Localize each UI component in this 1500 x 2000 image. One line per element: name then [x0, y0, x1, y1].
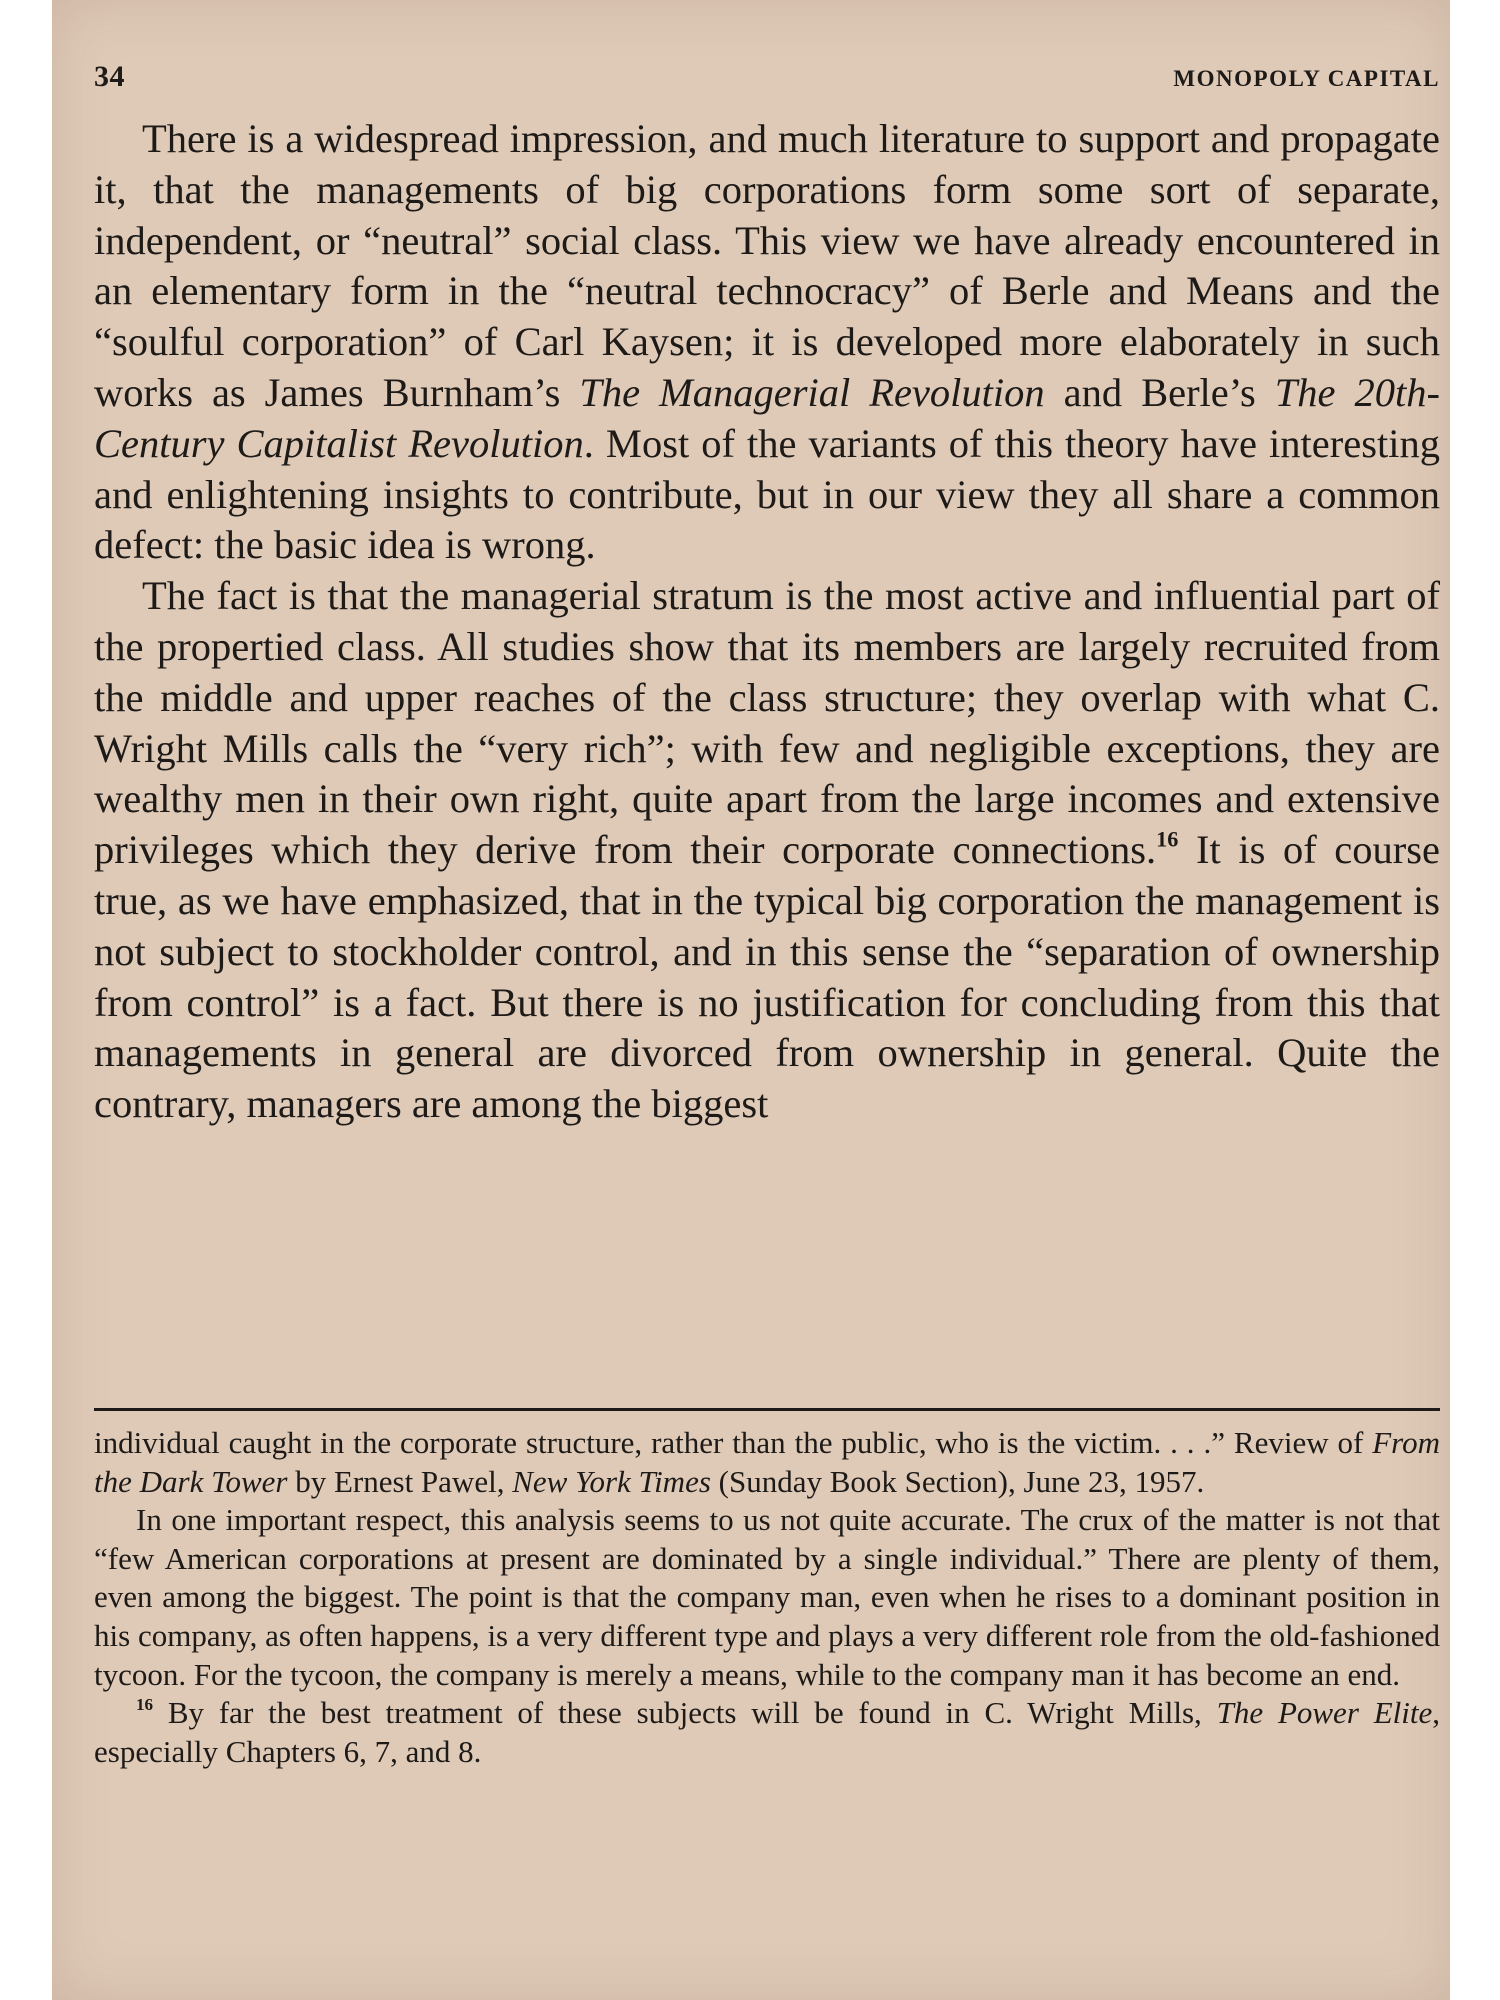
paragraph-1-text-c: . Most of the variants of this theory have interesting and enlightening insights to contribute, but in our view they all share a common defect: the basic idea is wrong. — [94, 420, 1440, 568]
page-header — [94, 60, 1440, 100]
book-title-dark-tower: From the Dark Tower — [94, 1425, 1440, 1499]
footnote-reference-16[interactable]: 16 — [1156, 826, 1179, 852]
paragraph-2-text-a: The fact is that the managerial stratum is the most active and influential part of the propertied class. All studies show that its members are largely recruited from the middle and upper reaches of the class structure; they overlap with what C. Wright Mills calls the “very rich”; with few and negligible exceptions, they are wealthy men in their own right, quite apart from the large incomes and extensive privileges which they derive from their corporate connections. — [94, 573, 1440, 873]
footnotes — [94, 1424, 1440, 1771]
paragraph-1 — [94, 114, 1440, 571]
running-head: MONOPOLY CAPITAL — [1173, 66, 1440, 91]
footnote-continuation — [94, 1424, 1440, 1501]
paragraph-1-text-b: and Berle’s — [1044, 369, 1275, 415]
footnote-paragraph: In one important respect, this analysis seems to us not quite accurate. The crux of the matter is not that “few American corporations at present are dominated by a single individual.” There are plenty of them, even among the biggest. The point is that the company man, even when he rises to a dominant position in his company, as often happens, is a very different type and plays a very different role from the old-fashioned tycoon. For the tycoon, the company is merely a means, while to the company man it has become an end. — [94, 1502, 1440, 1692]
footnote-16 — [94, 1694, 1440, 1771]
newspaper-title: New York Times — [512, 1463, 711, 1499]
paragraph-2-text-b: It is of course true, as we have emphasized, that in the typical big corporation the management is not subject to stockholder control, and in this sense the “separation of ownership from control” is a fact. But there is no justification for concluding from this that managements in general are divorced from ownership in general. Quite the contrary, managers are among the biggest — [94, 827, 1440, 1127]
footnote-16-text-a: By far the best treatment of these subjects will be found in C. Wright Mills, — [153, 1695, 1217, 1731]
book-page — [52, 0, 1450, 2000]
footnote-continuation-text-c: (Sunday Book Section), June 23, 1957. — [710, 1463, 1205, 1499]
book-title-capitalist-revolution: The 20th-Century Capitalist Revolution — [94, 369, 1440, 466]
paragraph-1-text-a: There is a widespread impression, and much literature to support and propagate it, that the managements of big corporations form some sort of separate, independent, or “neutral” social class. This view we have already encountered in an elementary form in the “neutral technocracy” of Berle and Means and the “soulful corporation” of Carl Kaysen; it is developed more elaborately in such works as James Burnham’s — [94, 116, 1440, 415]
book-title-managerial-revolution: The Managerial Revolution — [579, 369, 1045, 415]
footnote-continuation-text-b: by Ernest Pawel, — [287, 1463, 513, 1499]
footnote-continuation-text-a: individual caught in the corporate structure, rather than the public, who is the victim. . . .” Review of — [94, 1425, 1373, 1460]
body-text — [94, 114, 1440, 1130]
page-number: 34 — [94, 60, 125, 93]
footnote-divider — [94, 1408, 1440, 1411]
paragraph-2 — [94, 571, 1440, 1130]
book-title-power-elite: The Power Elite — [1216, 1695, 1433, 1731]
footnote-16-marker: 16 — [136, 1695, 154, 1715]
footnote-16-text-b: , especially Chapters 6, 7, and 8. — [94, 1695, 1440, 1769]
